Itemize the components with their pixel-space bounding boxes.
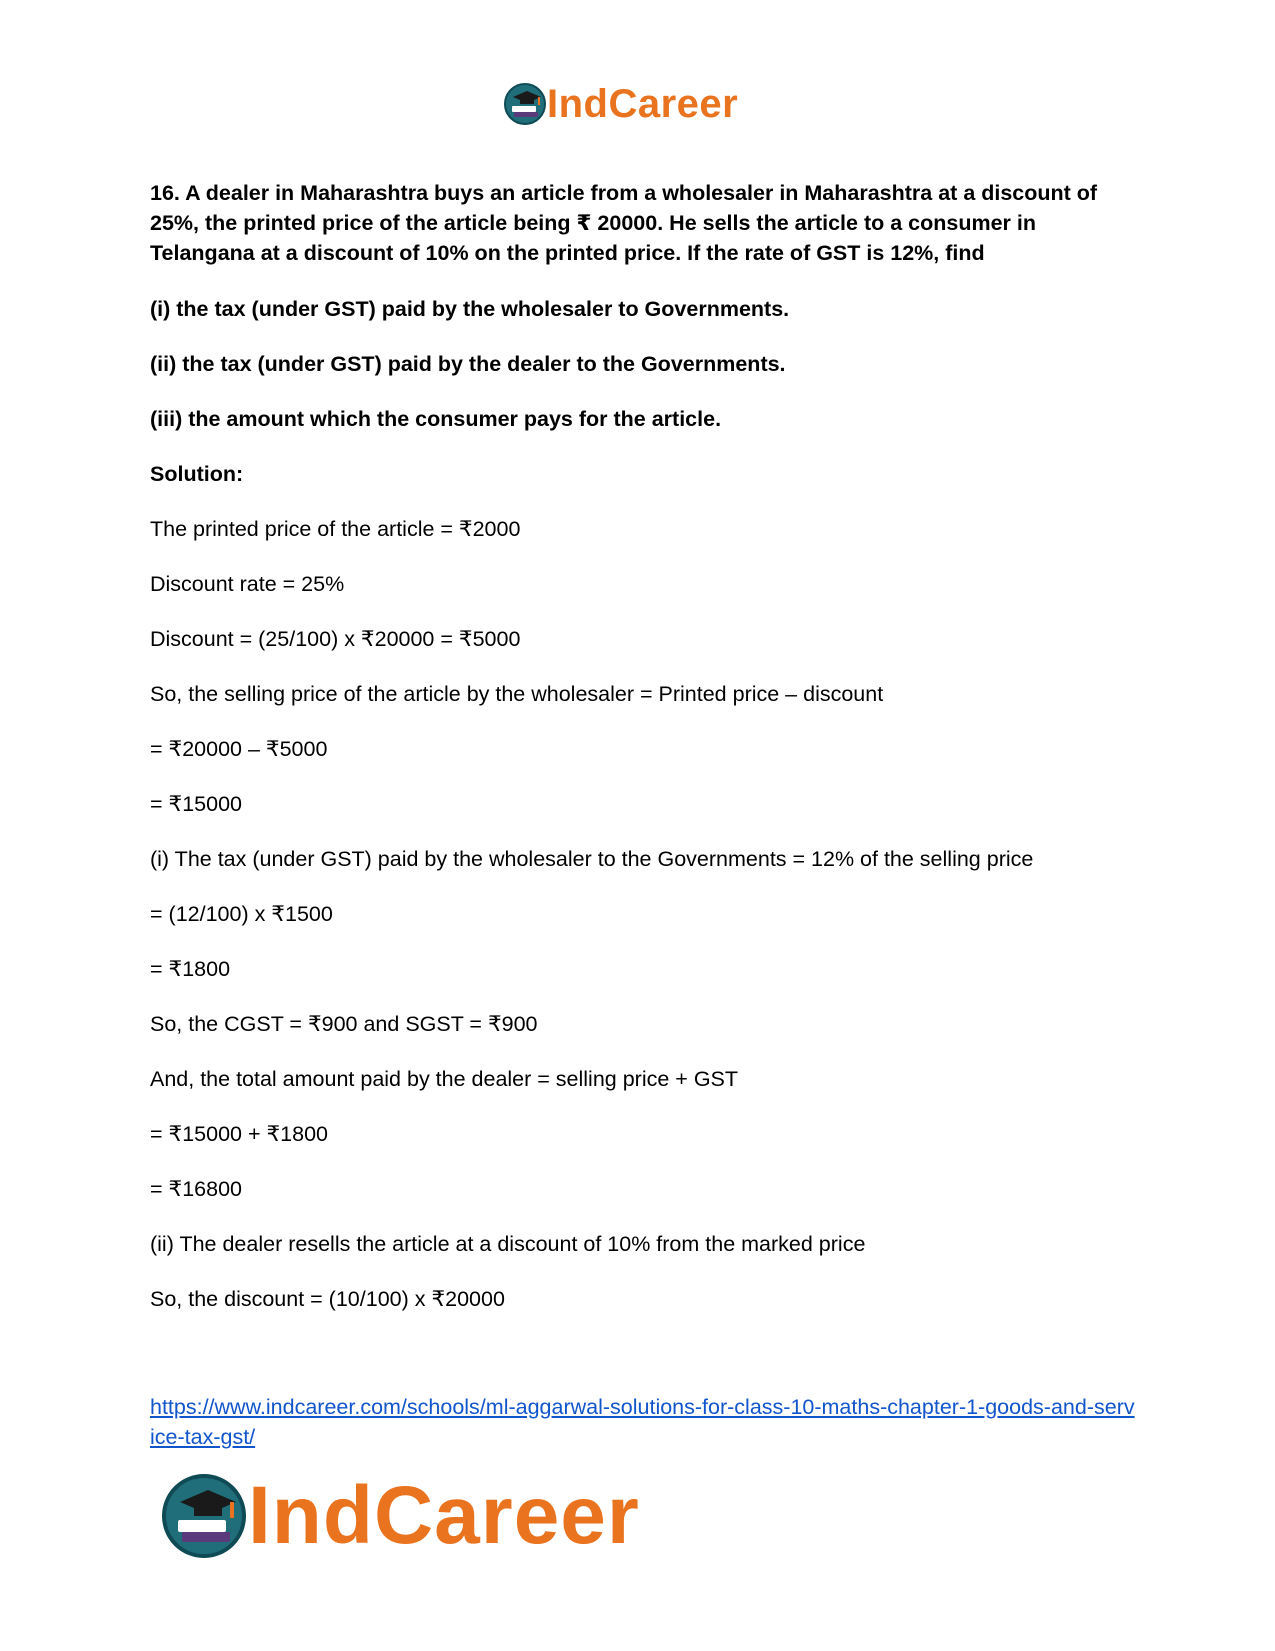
graduation-cap-book-icon: [160, 1472, 248, 1560]
solution-line: = ₹20000 – ₹5000: [150, 737, 328, 761]
question-part: (i) the tax (under GST) paid by the wholesaler to Governments.: [150, 297, 790, 321]
solution-line: So, the CGST = ₹900 and SGST = ₹900: [150, 1012, 538, 1036]
solution-heading: Solution:: [150, 462, 244, 486]
solution-line: So, the selling price of the article by the wholesaler = Printed price – discount: [150, 682, 884, 706]
question-text: 16. A dealer in Maharashtra buys an article from a wholesaler in Maharashtra at a discount of 25%, the printed price of the article being ₹ 20000. He sells the article to a consumer in Telangana at a discount of 10% on the printed price. If the rate of GST is 12%, find: [150, 181, 1098, 265]
logo-wordmark: IndCareer: [248, 1470, 640, 1561]
solution-line: = ₹15000 + ₹1800: [150, 1122, 329, 1146]
graduation-cap-book-icon: [503, 82, 547, 126]
solution-line: So, the discount = (10/100) x ₹20000: [150, 1287, 505, 1311]
solution-line: The printed price of the article = ₹2000: [150, 517, 521, 541]
solution-line: = ₹15000: [150, 792, 242, 816]
solution-line: Discount = (25/100) x ₹20000 = ₹5000: [150, 627, 521, 651]
solution-line: And, the total amount paid by the dealer = selling price + GST: [150, 1067, 739, 1091]
logo-wordmark: IndCareer: [547, 82, 739, 126]
document-body: [150, 178, 1125, 1339]
footer-logo: [160, 1468, 640, 1564]
solution-line: Discount rate = 25%: [150, 572, 345, 596]
question-part: (ii) the tax (under GST) paid by the dealer to the Governments.: [150, 352, 786, 376]
solution-line: (ii) The dealer resells the article at a discount of 10% from the marked price: [150, 1232, 866, 1256]
solution-line: = ₹1800: [150, 957, 231, 981]
source-link[interactable]: https://www.indcareer.com/schools/ml-aggarwal-solutions-for-class-10-maths-chapter-1-goods-and-service-tax-gst/: [150, 1395, 1135, 1449]
solution-line: (i) The tax (under GST) paid by the wholesaler to the Governments = 12% of the selling price: [150, 847, 1034, 871]
question-part: (iii) the amount which the consumer pays for the article.: [150, 407, 722, 431]
solution-line: = ₹16800: [150, 1177, 242, 1201]
header-logo: [503, 80, 738, 128]
solution-line: = (12/100) x ₹1500: [150, 902, 333, 926]
